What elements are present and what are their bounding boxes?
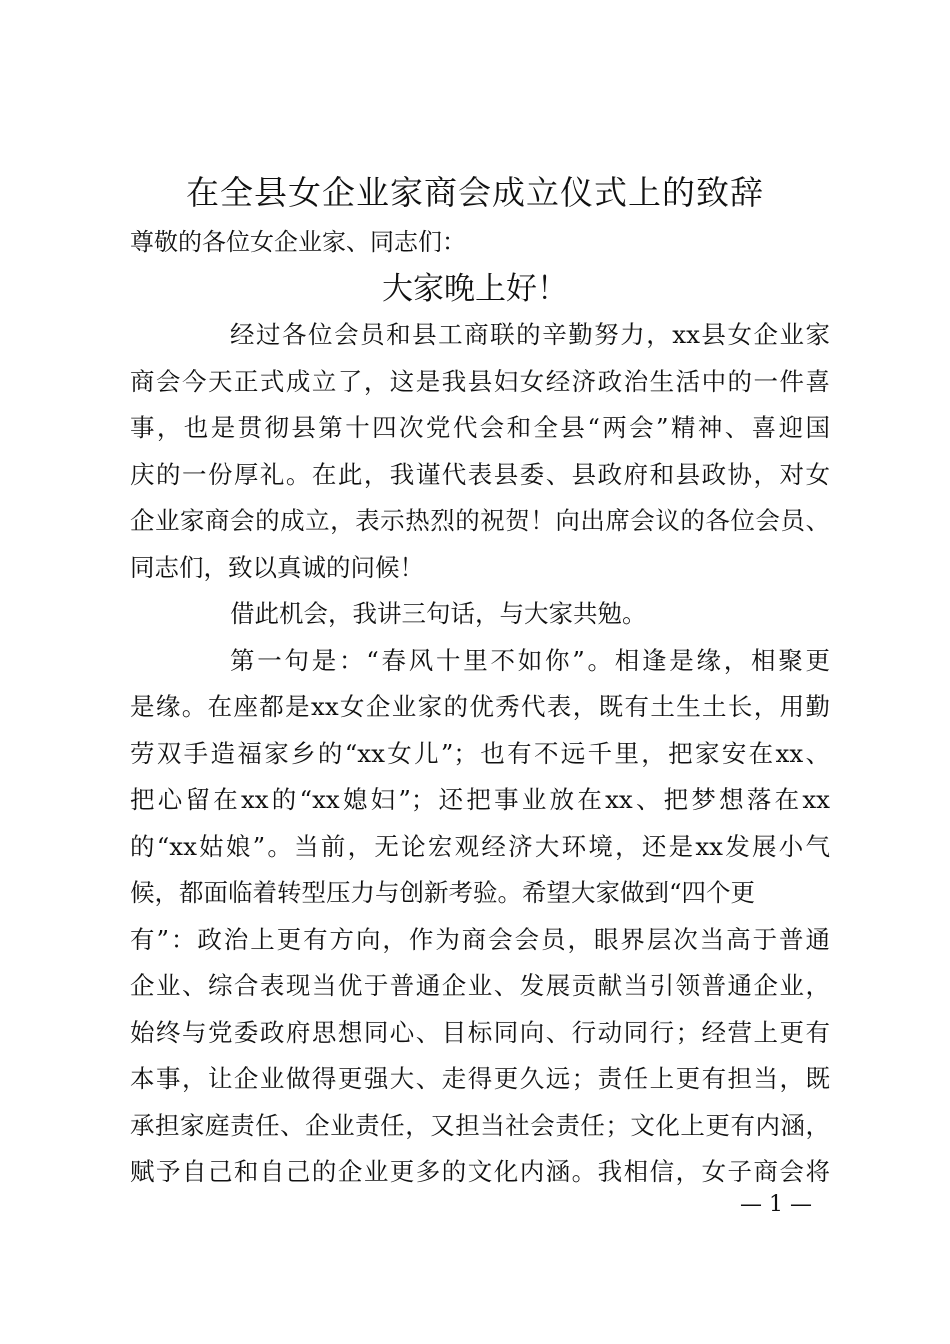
page-number: — 1 — xyxy=(740,1192,812,1217)
paragraph-line: 同志们，致以真诚的问候！ xyxy=(130,552,424,582)
paragraph-line: 企业、综合表现当优于普通企业、发展贡献当引领普通企业， xyxy=(130,971,830,1000)
document-title: 在全县女企业家商会成立仪式上的致辞 xyxy=(186,173,764,212)
paragraph-line: 庆的一份厚礼。在此，我谨代表县委、县政府和县政协，对女 xyxy=(130,459,830,489)
paragraph-line: 经过各位会员和县工商联的辛勤努力，xx县女企业家 xyxy=(230,320,830,349)
paragraph-line: 候，都面临着转型压力与创新考验。希望大家做到“四个更 xyxy=(130,878,756,907)
paragraph-line: 有”：政治上更有方向，作为商会会员，眼界层次当高于普通 xyxy=(130,924,830,954)
paragraph-line: 赋予自己和自己的企业更多的文化内涵。我相信，女子商会将 xyxy=(130,1157,830,1186)
greeting: 大家晚上好！ xyxy=(382,271,568,307)
paragraph-line: 事，也是贯彻县第十四次党代会和全县“两会”精神、喜迎国 xyxy=(130,413,830,442)
paragraph-line: 第一句是：“春风十里不如你”。相逢是缘，相聚更 xyxy=(230,645,830,675)
paragraph-line: 是缘。在座都是xx女企业家的优秀代表，既有土生土长，用勤 xyxy=(130,692,830,721)
paragraph-line: 商会今天正式成立了，这是我县妇女经济政治生活中的一件喜 xyxy=(130,366,830,396)
paragraph-line: 始终与党委政府思想同心、目标同向、行动同行；经营上更有 xyxy=(130,1017,830,1047)
paragraph-line: 本事，让企业做得更强大、走得更久远；责任上更有担当，既 xyxy=(130,1064,830,1093)
paragraph-line: 承担家庭责任、企业责任，又担当社会责任；文化上更有内涵， xyxy=(130,1110,830,1140)
salutation: 尊敬的各位女企业家、同志们： xyxy=(130,228,466,256)
paragraph-line: 借此机会，我讲三句话，与大家共勉。 xyxy=(230,599,647,628)
paragraph-line: 劳双手造福家乡的“xx女儿”；也有不远千里，把家安在xx、 xyxy=(130,738,830,768)
paragraph-line: 企业家商会的成立，表示热烈的祝贺！向出席会议的各位会员、 xyxy=(130,506,830,535)
body-text xyxy=(130,312,830,1196)
paragraph-line: 把心留在xx的“xx媳妇”；还把事业放在xx、把梦想落在xx xyxy=(130,785,830,814)
paragraph-line: 的“xx姑娘”。当前，无论宏观经济大环境，还是xx发展小气 xyxy=(130,831,830,861)
